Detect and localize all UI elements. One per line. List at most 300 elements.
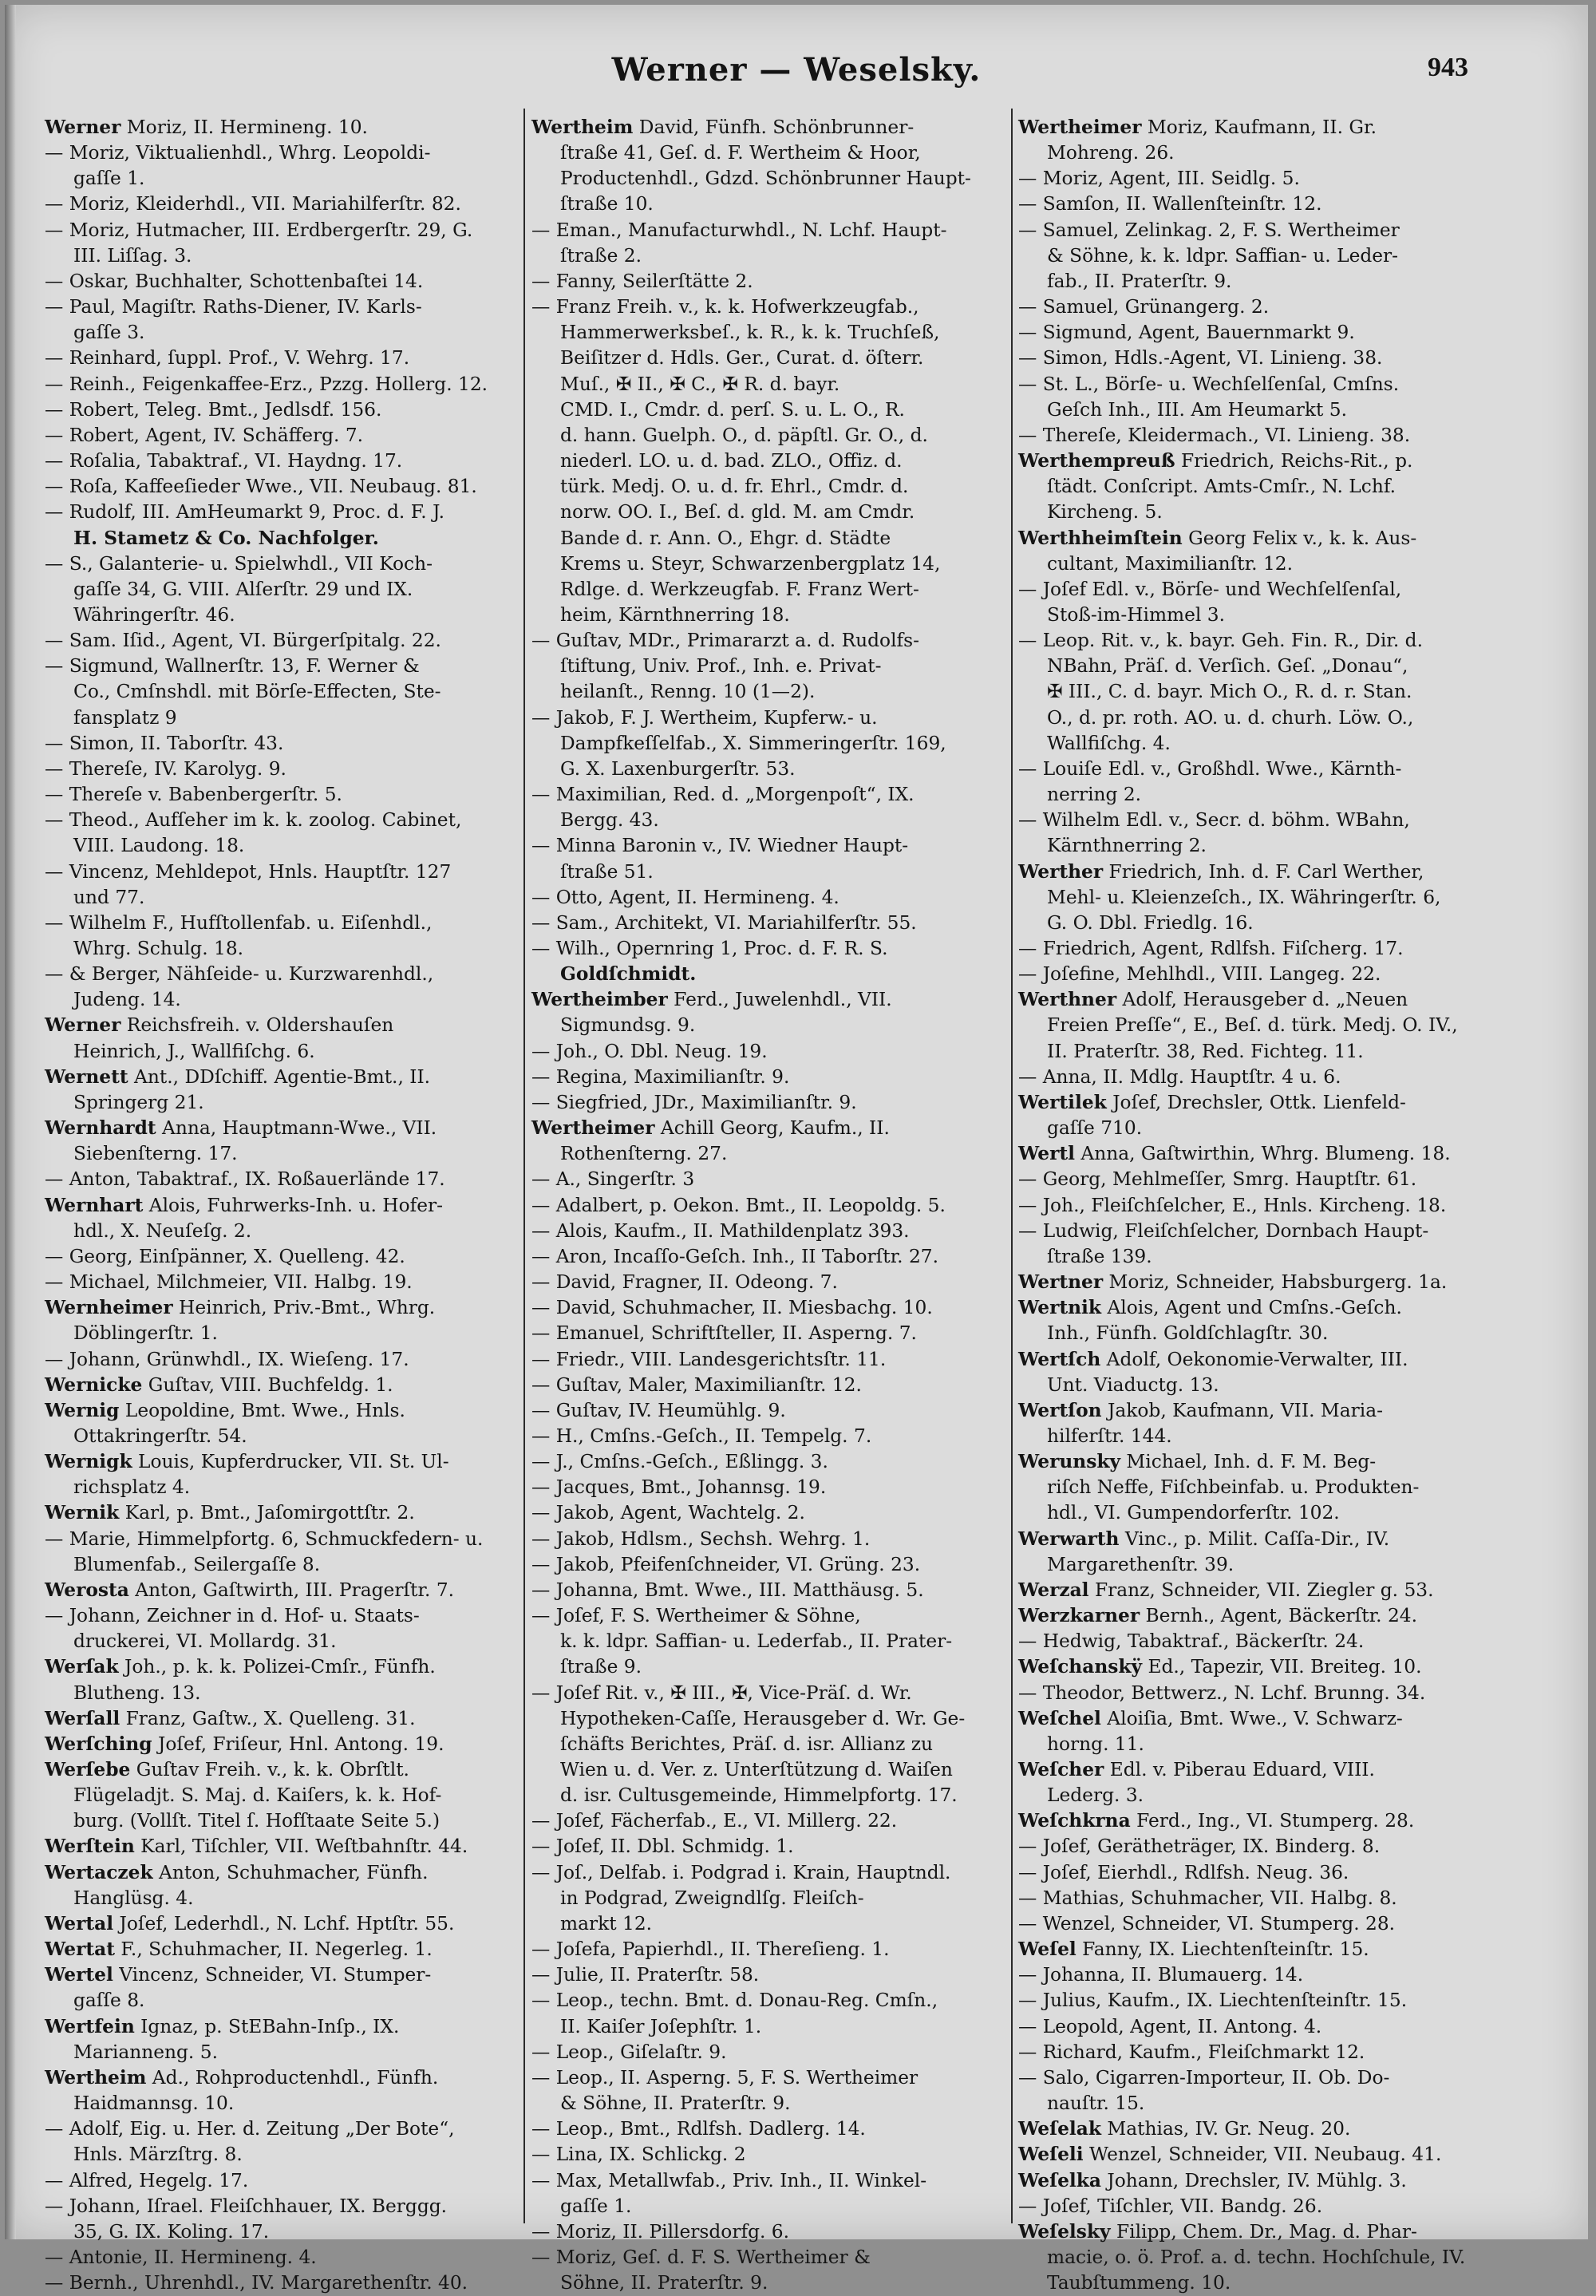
- directory-line: [531, 1988, 1010, 2013]
- directory-line: [1018, 2040, 1497, 2065]
- directory-line: [531, 2116, 1010, 2142]
- entry-surname: Weſelsky: [1018, 2220, 1111, 2243]
- directory-line: [45, 218, 523, 243]
- directory-line: [531, 654, 1010, 679]
- directory-line: [531, 577, 1010, 603]
- directory-line: [1018, 1937, 1497, 1962]
- entry-text: Achill Georg, Kaufm., II.: [654, 1117, 890, 1140]
- directory-line: [45, 320, 523, 346]
- directory-line: [1018, 885, 1497, 911]
- entry-text: NBahn, Präſ. d. Verſich. Geſ. „Donau“,: [1047, 655, 1408, 678]
- entry-text: hilferſtr. 144.: [1047, 1425, 1172, 1447]
- entry-text: — Johann, Zeichner in d. Hof- u. Staats-: [45, 1605, 420, 1627]
- directory-line: [45, 757, 523, 782]
- entry-text: Stoß-im-Himmel 3.: [1047, 603, 1226, 626]
- entry-text: — Bernh., Uhrenhdl., IV. Margarethenſtr. 40.: [45, 2272, 468, 2294]
- entry-text: — Antonie, II. Hermineng. 4.: [45, 2246, 317, 2268]
- entry-text: Friedrich, Reichs-Rit., p.: [1175, 450, 1413, 472]
- directory-line: [45, 243, 523, 269]
- entry-text: G. O. Dbl. Friedlg. 16.: [1047, 911, 1254, 934]
- directory-line: [531, 1629, 1010, 1654]
- entry-surname: Wertal: [45, 1912, 114, 1934]
- entry-text: Georg Felix v., k. k. Aus-: [1182, 527, 1417, 549]
- directory-line: [45, 2065, 523, 2091]
- directory-line: [1018, 2168, 1497, 2194]
- entry-text: Jakob, Kaufmann, VII. Maria-: [1101, 1399, 1383, 1421]
- entry-surname: Weſeli: [1018, 2144, 1084, 2166]
- entry-text: Co., Cmſnshdl. mit Börſe-Effecten, Ste-: [73, 681, 441, 703]
- directory-line: [45, 1424, 523, 1449]
- entry-text: — Jakob, Pfeifenſchneider, VI. Grüng. 23.: [531, 1553, 921, 1575]
- entry-text: cultant, Maximilianſtr. 12.: [1047, 552, 1294, 575]
- entry-text: — Samuel, Grünangerg. 2.: [1018, 296, 1270, 318]
- directory-line: [1018, 1013, 1497, 1038]
- directory-line: [531, 1552, 1010, 1578]
- entry-text: Moriz, Schneider, Habsburgerg. 1a.: [1103, 1271, 1448, 1294]
- directory-line: [45, 962, 523, 987]
- entry-text: Beiſitzer d. Hdls. Ger., Curat. d. öſterr.: [560, 347, 924, 369]
- entry-surname: Wernhart: [45, 1194, 144, 1216]
- entry-text: — David, Schuhmacher, II. Miesbachg. 10.: [531, 1297, 933, 1319]
- entry-text: — Guſtav, Maler, Maximilianſtr. 12.: [531, 1373, 862, 1396]
- directory-line: [531, 474, 1010, 500]
- directory-line: [45, 1552, 523, 1578]
- directory-line: [531, 1065, 1010, 1090]
- entry-text: Heinrich, J., Wallfiſchg. 6.: [73, 1040, 315, 1062]
- entry-text: Bernh., Agent, Bäckerſtr. 24.: [1140, 1605, 1418, 1627]
- directory-line: [1018, 1732, 1497, 1757]
- entry-text: Joſef, Friſeur, Hnl. Antong. 19.: [152, 1733, 444, 1755]
- entry-text: — Samſon, II. Wallenſteinſtr. 12.: [1018, 193, 1322, 215]
- directory-line: [45, 1373, 523, 1398]
- entry-text: — Samuel, Zelinkag. 2, F. S. Wertheimer: [1018, 219, 1400, 241]
- directory-line: [1018, 1886, 1497, 1911]
- entry-text: — Roſalia, Tabaktraf., VI. Haydng. 17.: [45, 450, 403, 472]
- entry-text: Wallfiſchg. 4.: [1047, 732, 1171, 754]
- directory-line: [45, 628, 523, 654]
- entry-text: — Regina, Maximilianſtr. 9.: [531, 1065, 790, 1088]
- entry-text: — Leop., II. Asperng. 5, F. S. Wertheimer: [531, 2066, 918, 2089]
- entry-text: II. Praterſtr. 38, Red. Fichteg. 11.: [1047, 1040, 1364, 1062]
- entry-text: — Vincenz, Mehldepot, Hnls. Hauptſtr. 127: [45, 860, 452, 883]
- entry-text: — Leop., Bmt., Rdlfsh. Dadlerg. 14.: [531, 2118, 866, 2140]
- entry-text: Krems u. Steyr, Schwarzenbergplatz 14,: [560, 552, 941, 575]
- directory-line: [531, 1116, 1010, 1141]
- entry-text: Ed., Tapezir, VII. Breiteg. 10.: [1142, 1656, 1422, 1678]
- entry-text: — Anton, Tabaktraf., IX. Roßauerlände 17.: [45, 1168, 445, 1191]
- entry-surname: Werthner: [1018, 989, 1117, 1011]
- entry-text: Edl. v. Piberau Eduard, VIII.: [1104, 1759, 1375, 1780]
- entry-text: CMD. I., Cmdr. d. perſ. S. u. L. O., R.: [560, 398, 905, 421]
- entry-text: — Wilh., Opernring 1, Proc. d. F. R. S.: [531, 938, 888, 959]
- directory-line: [45, 1244, 523, 1270]
- directory-line: [45, 294, 523, 320]
- entry-text: Ferd., Juwelenhdl., VII.: [667, 989, 892, 1011]
- directory-line: [1018, 1244, 1497, 1270]
- page-number: 943: [1428, 53, 1468, 82]
- directory-line: [45, 1654, 523, 1680]
- directory-line: [45, 346, 523, 371]
- directory-line: [531, 782, 1010, 808]
- entry-text: hdl., X. Neuſeſg. 2.: [73, 1219, 252, 1242]
- directory-line: [1018, 1681, 1497, 1706]
- entry-surname: Werſak: [45, 1656, 119, 1678]
- directory-line: [45, 1732, 523, 1757]
- entry-text: Rdlge. d. Werkzeugfab. F. Franz Wert-: [560, 578, 919, 600]
- directory-line: [531, 1603, 1010, 1629]
- directory-line: [45, 731, 523, 757]
- directory-line: [1018, 603, 1497, 628]
- entry-text: ſtraße 139.: [1047, 1245, 1152, 1267]
- entry-text: Vincenz, Schneider, VI. Stumper-: [113, 1964, 432, 1986]
- directory-line: [1018, 372, 1497, 397]
- directory-line: [531, 397, 1010, 423]
- directory-line: [1018, 1398, 1497, 1424]
- directory-line: [531, 2065, 1010, 2091]
- entry-surname: Wertel: [45, 1964, 113, 1986]
- entry-text: ſtädt. Conſcript. Amts-Cmſr., N. Lchf.: [1047, 476, 1396, 498]
- entry-surname: Wertheim: [531, 117, 634, 138]
- entry-text: — Jakob, Agent, Wachtelg. 2.: [531, 1502, 805, 1524]
- entry-text: — Wilhelm F., Hufſtollenfab. u. Eiſenhdl.,: [45, 911, 433, 934]
- entry-text: — Julius, Kaufm., IX. Liechtenſteinſtr. 15.: [1018, 1990, 1408, 2012]
- directory-line: [1018, 1962, 1497, 1988]
- directory-line: [531, 140, 1010, 166]
- entry-surname: Wertſon: [1018, 1399, 1102, 1421]
- entry-text: 35, G. IX. Koling. 17.: [73, 2220, 270, 2243]
- entry-text: — Thereſe, Kleidermach., VI. Linieng. 38.: [1018, 424, 1411, 446]
- entry-text: — Leopold, Agent, II. Antong. 4.: [1018, 2015, 1322, 2037]
- entry-text: Haidmannsg. 10.: [73, 2092, 235, 2115]
- directory-line: [531, 1706, 1010, 1732]
- directory-line: [45, 1603, 523, 1629]
- entry-text: nerring 2.: [1047, 784, 1142, 806]
- entry-text: — Joſef, II. Dbl. Schmidg. 1.: [531, 1836, 794, 1858]
- directory-line: [1018, 2065, 1497, 2091]
- directory-line: [531, 1732, 1010, 1757]
- entry-text: Alois, Fuhrwerks-Inh. u. Hofer-: [143, 1194, 444, 1216]
- entry-text: Alois, Agent und Cmſns.-Geſch.: [1101, 1297, 1402, 1319]
- entry-text: — & Berger, Nähſeide- u. Kurzwarenhdl.,: [45, 963, 434, 986]
- entry-text: — H., Cmſns.-Geſch., II. Tempelg. 7.: [531, 1425, 872, 1447]
- entry-text: Friedrich, Inh. d. F. Carl Werther,: [1103, 860, 1424, 883]
- entry-text: ſtraße 2.: [560, 244, 642, 267]
- entry-text: Mathias, IV. Gr. Neug. 20.: [1101, 2118, 1351, 2140]
- entry-surname: Weſelka: [1018, 2169, 1102, 2191]
- entry-text: — Joſef, Eierhdl., Rdlfsh. Neug. 36.: [1018, 1861, 1349, 1883]
- entry-text: — St. L., Börſe- u. Wechſelſenſal, Cmſns.: [1018, 373, 1400, 395]
- directory-line: [531, 500, 1010, 525]
- directory-line: [1018, 166, 1497, 192]
- directory-line: [1018, 577, 1497, 603]
- entry-text: — Sigmund, Agent, Bauernmarkt 9.: [1018, 322, 1355, 344]
- entry-text: — Jacques, Bmt., Johannsg. 19.: [531, 1476, 827, 1499]
- directory-line: [45, 603, 523, 628]
- directory-column-1: [45, 115, 523, 2294]
- entry-text: — Robert, Agent, IV. Schäfferg. 7.: [45, 424, 364, 446]
- entry-text: fansplatz 9: [73, 706, 177, 729]
- directory-line: [45, 1962, 523, 1988]
- entry-text: ſtraße 51.: [560, 860, 654, 883]
- directory-line: [531, 346, 1010, 371]
- directory-line: [531, 243, 1010, 269]
- directory-line: [531, 1937, 1010, 1962]
- entry-text: — Moriz, II. Pillersdorfg. 6.: [531, 2220, 790, 2243]
- entry-text: Anton, Gaſtwirth, III. Pragerſtr. 7.: [128, 1579, 455, 1601]
- entry-text: richsplatz 4.: [73, 1476, 191, 1499]
- directory-line: [45, 654, 523, 679]
- entry-text: Karl, Tiſchler, VII. Weſtbahnſtr. 44.: [134, 1836, 468, 1858]
- directory-line: [531, 1424, 1010, 1449]
- entry-text: VIII. Laudong. 18.: [73, 835, 245, 857]
- entry-text: markt 12.: [560, 1912, 653, 1934]
- entry-text: — Joſef, Tiſchler, VII. Bandg. 26.: [1018, 2195, 1323, 2217]
- directory-line: [531, 1449, 1010, 1475]
- entry-surname: Wernik: [45, 1502, 120, 1524]
- entry-text: Söhne, II. Praterſtr. 9.: [560, 2272, 768, 2294]
- entry-text: heilanſt., Renng. 10 (1—2).: [560, 681, 816, 703]
- entry-text: — Julie, II. Praterſtr. 58.: [531, 1964, 760, 1986]
- directory-line: [45, 2270, 523, 2296]
- entry-text: Ferd., Ing., VI. Stumperg. 28.: [1130, 1810, 1415, 1832]
- entry-text: — Moriz, Agent, III. Seidlg. 5.: [1018, 168, 1300, 190]
- directory-line: [45, 526, 523, 551]
- entry-text: Hnls. Märzſtrg. 8.: [73, 2144, 243, 2166]
- directory-line: [45, 1937, 523, 1962]
- directory-line: [531, 1808, 1010, 1834]
- directory-line: [45, 1219, 523, 1244]
- entry-text: Hypotheken-Caſſe, Herausgeber d. Wr. Ge-: [560, 1707, 966, 1729]
- entry-text: nauſtr. 15.: [1047, 2092, 1145, 2115]
- directory-line: [45, 1527, 523, 1552]
- entry-text: Siebenſterng. 17.: [73, 1143, 238, 1165]
- directory-line: [531, 1167, 1010, 1192]
- directory-line: [45, 1449, 523, 1475]
- entry-text: — Moriz, Geſ. d. F. S. Wertheimer &: [531, 2246, 871, 2268]
- entry-text: gaſſe 710.: [1047, 1117, 1143, 1140]
- directory-line: [1018, 449, 1497, 474]
- entry-text: türk. Medj. O. u. d. fr. Ehrl., Cmdr. d.: [560, 476, 909, 498]
- entry-text: gaſſe 3.: [73, 322, 145, 344]
- directory-line: [531, 2168, 1010, 2194]
- entry-text: Whrg. Schulg. 18.: [73, 938, 244, 959]
- directory-line: [531, 192, 1010, 217]
- entry-text: — Ludwig, Fleiſchſelcher, Dornbach Haupt-: [1018, 1219, 1429, 1242]
- entry-text: Mehl- u. Kleienzeſch., IX. Währingerſtr. 6,: [1047, 886, 1441, 908]
- entry-surname: Werthempreuß: [1018, 450, 1175, 472]
- directory-line: [45, 782, 523, 808]
- entry-text: — Eman., Manufacturwhdl., N. Lchf. Haupt-: [531, 219, 947, 241]
- entry-text: Lederg. 3.: [1047, 1784, 1144, 1807]
- entry-text: Wenzel, Schneider, VII. Neubaug. 41.: [1083, 2144, 1442, 2166]
- directory-line: [531, 628, 1010, 654]
- directory-line: [45, 1886, 523, 1911]
- entry-text: — Sigmund, Wallnerſtr. 13, F. Werner &: [45, 655, 420, 678]
- directory-line: [531, 1347, 1010, 1373]
- directory-line: [531, 731, 1010, 757]
- entry-text: Franz, Schneider, VII. Ziegler g. 53.: [1088, 1579, 1434, 1601]
- directory-line: [45, 1808, 523, 1834]
- directory-line: [45, 1193, 523, 1219]
- directory-line: [1018, 936, 1497, 962]
- entry-text: Ottakringerſtr. 54.: [73, 1425, 247, 1447]
- directory-line: [45, 1116, 523, 1141]
- entry-text: — David, Fragner, II. Odeong. 7.: [531, 1271, 838, 1294]
- directory-line: [531, 1757, 1010, 1783]
- page-header: [5, 51, 1588, 99]
- entry-text: — Guſtav, MDr., Primararzt a. d. Rudolfs-: [531, 630, 919, 652]
- entry-text: — Robert, Teleg. Bmt., Jedlsdf. 156.: [45, 398, 382, 421]
- directory-line: [531, 294, 1010, 320]
- entry-text: — Moriz, Kleiderhdl., VII. Mariahilferſtr. 82.: [45, 193, 461, 215]
- entry-text: — Joſef Edl. v., Börſe- und Wechſelſenſal,: [1018, 578, 1402, 600]
- directory-line: [531, 860, 1010, 885]
- directory-line: [45, 1321, 523, 1346]
- directory-line: [1018, 1860, 1497, 1886]
- directory-line: [1018, 2091, 1497, 2116]
- entry-text: — Sam. Iſid., Agent, VI. Bürgerſpitalg. 22.: [45, 630, 441, 652]
- entry-text: ſtraße 9.: [560, 1656, 642, 1678]
- directory-line: [45, 1013, 523, 1038]
- directory-line: [1018, 1834, 1497, 1859]
- directory-line: [45, 833, 523, 859]
- entry-text: — S., Galanterie- u. Spielwhdl., VII Koch-: [45, 552, 433, 575]
- directory-line: [45, 2168, 523, 2194]
- entry-surname: Wertheim: [45, 2066, 147, 2089]
- entry-surname: Wernhardt: [45, 1117, 156, 1140]
- directory-line: [1018, 808, 1497, 833]
- directory-line: [45, 449, 523, 474]
- directory-line: [1018, 860, 1497, 885]
- entry-text: Johann, Drechsler, IV. Mühlg. 3.: [1101, 2169, 1407, 2191]
- entry-text: — Thereſe, IV. Karolyg. 9.: [45, 757, 286, 780]
- entry-text: — Joh., O. Dbl. Neug. 19.: [531, 1040, 768, 1062]
- directory-line: [1018, 1552, 1497, 1578]
- entry-text: — Joſefa, Papierhdl., II. Thereſieng. 1.: [531, 1938, 890, 1961]
- directory-line: [1018, 1141, 1497, 1167]
- entry-surname: Weſel: [1018, 1938, 1077, 1961]
- entry-text: G. X. Laxenburgerſtr. 53.: [560, 757, 796, 780]
- entry-text: d. hann. Guelph. O., d. päpſtl. Gr. O., d.: [560, 424, 928, 446]
- entry-surname: Wernigk: [45, 1451, 132, 1473]
- entry-text: — Joſefine, Mehlhdl., VIII. Langeg. 22.: [1018, 963, 1381, 986]
- entry-text: Karl, p. Bmt., Jaſomirgottſtr. 2.: [119, 1502, 415, 1524]
- entry-text: Guſtav, VIII. Buchfeldg. 1.: [142, 1373, 393, 1396]
- entry-text: — Joſef, Fächerfab., E., VI. Millerg. 22.: [531, 1810, 898, 1832]
- entry-text: Anna, Gaſtwirthin, Whrg. Blumeng. 18.: [1074, 1143, 1451, 1165]
- directory-line: [1018, 962, 1497, 987]
- directory-line: [1018, 1654, 1497, 1680]
- directory-line: [531, 372, 1010, 397]
- directory-line: [1018, 2270, 1497, 2296]
- directory-line: [1018, 320, 1497, 346]
- entry-text: — Joſef, Gerätheträger, IX. Binderg. 8.: [1018, 1836, 1381, 1858]
- entry-surname: Werosta: [45, 1579, 129, 1601]
- entry-text: & Söhne, k. k. ldpr. Saffian- u. Leder-: [1047, 244, 1399, 267]
- directory-line: [45, 140, 523, 166]
- entry-text: Aloiſia, Bmt. Wwe., V. Schwarz-: [1100, 1707, 1403, 1729]
- column-divider-right: [1011, 109, 1013, 2223]
- entry-text: Louis, Kupferdrucker, VII. St. Ul-: [132, 1451, 449, 1473]
- entry-text: — Leop. Rit. v., k. bayr. Geh. Fin. R., Dir. d.: [1018, 630, 1424, 652]
- directory-line: [1018, 2245, 1497, 2270]
- entry-text: — Aron, Incaſſo-Geſch. Inh., II Taborſtr. 27.: [531, 1245, 939, 1267]
- entry-text: Taubſtummeng. 10.: [1047, 2272, 1231, 2294]
- directory-line: [1018, 551, 1497, 577]
- entry-text: Heinrich, Priv.-Bmt., Whrg.: [172, 1297, 436, 1319]
- entry-surname: Werzkarner: [1018, 1605, 1140, 1627]
- entry-text: — Johann, Grünwhdl., IX. Wieſeng. 17.: [45, 1348, 409, 1370]
- entry-text: — Marie, Himmelpfortg. 6, Schmuckfedern- u.: [45, 1527, 484, 1550]
- entry-text: Adolf, Oekonomie-Verwalter, III.: [1100, 1348, 1408, 1370]
- entry-text: — Paul, Magiſtr. Raths-Diener, IV. Karls-: [45, 296, 422, 318]
- directory-line: [1018, 911, 1497, 936]
- directory-line: [531, 1886, 1010, 1911]
- entry-surname: Weſchel: [1018, 1707, 1101, 1729]
- entry-text: — Richard, Kaufm., Fleiſchmarkt 12.: [1018, 2041, 1365, 2063]
- entry-text: — Thereſe v. Babenbergerſtr. 5.: [45, 784, 342, 806]
- running-title: Werner — Weselsky.: [611, 51, 982, 89]
- directory-line: [531, 885, 1010, 911]
- directory-line: [45, 1475, 523, 1500]
- directory-line: [531, 1321, 1010, 1346]
- entry-surname: Werzal: [1018, 1579, 1089, 1601]
- directory-line: [531, 2219, 1010, 2245]
- entry-text: ✠ III., C. d. bayr. Mich O., R. d. r. Stan.: [1047, 681, 1412, 703]
- entry-text: Anton, Schuhmacher, Fünfh.: [152, 1861, 429, 1883]
- entry-text: Joſef, Drechsler, Ottk. Lienfeld-: [1106, 1091, 1406, 1113]
- directory-line: [531, 1141, 1010, 1167]
- directory-line: [45, 115, 523, 140]
- directory-line: [531, 1475, 1010, 1500]
- entry-text: — Maximilian, Red. d. „Morgenpoſt“, IX.: [531, 784, 915, 806]
- entry-text: II. Kaiſer Joſephſtr. 1.: [560, 2015, 762, 2037]
- entry-text: Guſtav Freih. v., k. k. Obrſtlt.: [130, 1759, 409, 1780]
- entry-text: Inh., Fünfh. Goldſchlagſtr. 30.: [1047, 1322, 1329, 1345]
- entry-text: — Joſef Rit. v., ✠ III., ✠, Vice-Präſ. d. Wr.: [531, 1681, 912, 1704]
- directory-line: [531, 269, 1010, 294]
- directory-line: [531, 1270, 1010, 1295]
- entry-text: Bergg. 43.: [560, 809, 659, 832]
- directory-line: [1018, 2194, 1497, 2219]
- directory-line: [531, 1373, 1010, 1398]
- entry-text: horng. 11.: [1047, 1733, 1144, 1755]
- entry-text: Moriz, II. Hermineng. 10.: [120, 117, 368, 138]
- directory-line: [1018, 397, 1497, 423]
- directory-line: [531, 757, 1010, 782]
- directory-line: [45, 1065, 523, 1090]
- directory-line: [1018, 294, 1497, 320]
- entry-text: — Reinh., Feigenkaffee-Erz., Pzzg. Hollerg. 12.: [45, 373, 488, 395]
- entry-text: gaſſe 1.: [560, 2195, 632, 2217]
- entry-text: Wien u. d. Ver. z. Unterſtützung d. Waiſen: [560, 1759, 953, 1780]
- entry-text: Flügeladjt. S. Maj. d. Kaiſers, k. k. Hof-: [73, 1784, 442, 1807]
- entry-text: Adolf, Herausgeber d. „Neuen: [1116, 989, 1408, 1011]
- entry-text: in Podgrad, Zweigndlſg. Fleiſch-: [560, 1887, 864, 1909]
- directory-line: [1018, 115, 1497, 140]
- entry-surname: Wertheimer: [531, 1117, 655, 1140]
- directory-line: [1018, 628, 1497, 654]
- entry-surname: Wertheimber: [531, 989, 668, 1011]
- entry-text: — Adalbert, p. Oekon. Bmt., II. Leopoldg. 5.: [531, 1194, 946, 1216]
- entry-surname: Werwarth: [1018, 1527, 1120, 1550]
- directory-line: [531, 551, 1010, 577]
- directory-line: [45, 1629, 523, 1654]
- entry-surname: Wertl: [1018, 1143, 1075, 1165]
- entry-surname: Weſchkrna: [1018, 1810, 1131, 1832]
- entry-text: F., Schuhmacher, II. Negerleg. 1.: [114, 1938, 433, 1961]
- entry-text: — Friedrich, Agent, Rdlfsh. Fiſcherg. 17.: [1018, 938, 1404, 959]
